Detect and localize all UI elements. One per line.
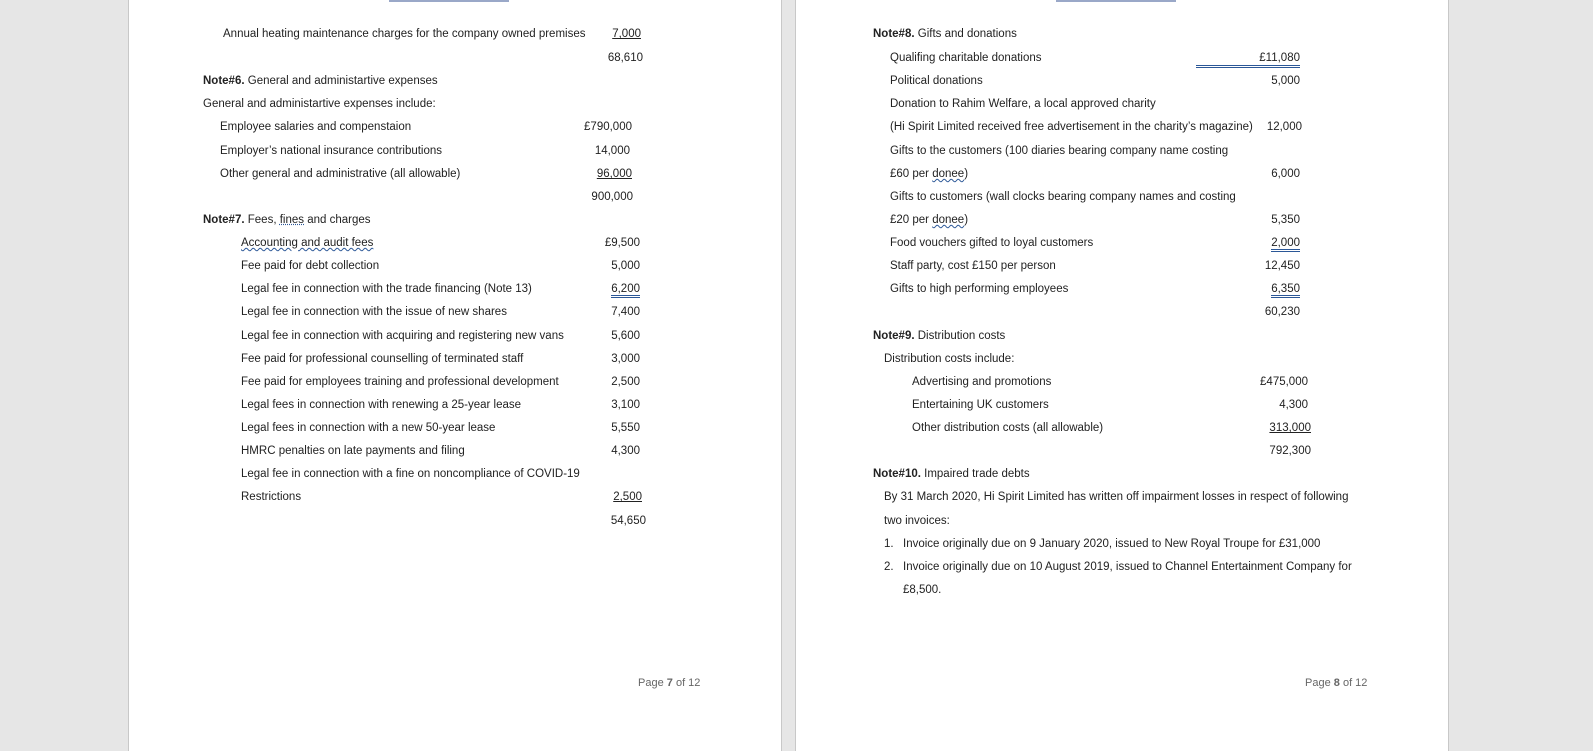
list-marker: 1.	[884, 538, 894, 550]
note8-row-label: Political donations	[890, 75, 983, 87]
note7-total: 54,650	[610, 515, 646, 527]
note10-intro: By 31 March 2020, Hi Spirit Limited has written off impairment losses in respect of following	[884, 491, 1349, 503]
note6-row-value: 96,000	[596, 168, 632, 180]
note7-row-value: 3,100	[611, 399, 640, 411]
note9-total: 792,300	[1269, 445, 1311, 457]
note7-row-label: Fee paid for debt collection	[241, 260, 380, 272]
note7-row-value: 2,500	[613, 491, 642, 503]
note8-row-value: 2,000	[1216, 236, 1300, 250]
note7-heading: Note#7. Fees, fines and charges	[203, 214, 371, 226]
note8-row-label: Gifts to customers (wall clocks bearing company names and costing	[890, 191, 1236, 203]
note8-row-label: Gifts to high performing employees	[890, 283, 1069, 295]
heating-row-value: 7,000	[612, 28, 641, 40]
note7-row-value: £9,500	[604, 237, 640, 249]
list-item-cont: £8,500.	[903, 584, 942, 596]
note8-row-label: (Hi Spirit Limited received free advertisement in the charity’s magazine)	[890, 121, 1253, 133]
note8-row-label: £60 per donee)	[890, 168, 969, 180]
note6-intro: General and administartive expenses include:	[203, 98, 436, 110]
note7-row-label: HMRC penalties on late payments and filing	[241, 445, 465, 457]
note7-row-label: Legal fee in connection with a fine on noncompliance of COVID-19	[241, 468, 580, 480]
note7-row-value: 5,600	[611, 330, 640, 342]
note9-row-label: Advertising and promotions	[912, 376, 1052, 388]
note6-heading: Note#6. General and administartive expenses	[203, 75, 438, 87]
heating-row-label: Annual heating maintenance charges for the company owned premises	[223, 28, 586, 40]
note6-row-label: Employer’s national insurance contributions	[220, 145, 443, 157]
note7-row-value: 5,550	[611, 422, 640, 434]
note7-row-label: Legal fees in connection with renewing a 25-year lease	[241, 399, 522, 411]
note7-row-value: 4,300	[611, 445, 640, 457]
note6-row-label: Other general and administrative (all allowable)	[220, 168, 461, 180]
note9-row-value: 4,300	[1279, 399, 1308, 411]
note8-row-label: Qualifing charitable donations	[890, 52, 1042, 64]
header-remnant	[389, 0, 509, 2]
note7-row-value: 7,400	[611, 306, 640, 318]
note7-row-label: Legal fee in connection with the issue of new shares	[241, 306, 507, 318]
note8-row-label: £20 per donee)	[890, 214, 969, 226]
note9-heading: Note#9. Distribution costs	[873, 330, 1006, 342]
page-number-footer: Page 7 of 12	[638, 677, 701, 689]
note9-row-label: Other distribution costs (all allowable)	[912, 422, 1104, 434]
note8-row-value: 6,350	[1216, 282, 1300, 296]
note7-row-label: Fee paid for employees training and professional development	[241, 376, 559, 388]
header-remnant	[1056, 0, 1176, 2]
note6-row-value: 14,000	[594, 145, 630, 157]
note8-row-label: Food vouchers gifted to loyal customers	[890, 237, 1094, 249]
note9-row-value: £475,000	[1260, 376, 1308, 388]
note9-intro: Distribution costs include:	[884, 353, 1015, 365]
note7-row-label: Legal fee in connection with acquiring and registering new vans	[241, 330, 564, 342]
note10-heading: Note#10. Impaired trade debts	[873, 468, 1030, 480]
note8-row-value: 12,450	[1264, 260, 1300, 272]
note8-heading: Note#8. Gifts and donations	[873, 28, 1017, 40]
note7-row-value: 3,000	[611, 353, 640, 365]
note8-row-value: £11,080	[1196, 51, 1300, 68]
note8-row-label: Donation to Rahim Welfare, a local approved charity	[890, 98, 1156, 110]
note6-row-label: Employee salaries and compenstaion	[220, 121, 412, 133]
note8-row-label: Staff party, cost £150 per person	[890, 260, 1056, 272]
page-number-footer: Page 8 of 12	[1305, 677, 1368, 689]
note10-intro-cont: two invoices:	[884, 515, 950, 527]
note9-row-value: 313,000	[1269, 422, 1311, 434]
note7-row-label: Legal fee in connection with the trade financing (Note 13)	[241, 283, 532, 295]
note8-row-value: 5,350	[1271, 214, 1300, 226]
list-marker: 2.	[884, 561, 894, 573]
note8-total: 60,230	[1264, 306, 1300, 318]
note7-row-label: Restrictions	[241, 491, 302, 503]
note6-row-value: £790,000	[584, 121, 632, 133]
note8-row-label: Gifts to the customers (100 diaries bearing company name costing	[890, 145, 1229, 157]
note7-row-value: 6,200	[569, 282, 640, 296]
note9-row-label: Entertaining UK customers	[912, 399, 1049, 411]
document-page-8	[795, 0, 1449, 751]
note7-row-value: 5,000	[611, 260, 640, 272]
list-item: Invoice originally due on 9 January 2020, issued to New Royal Troupe for £31,000	[903, 538, 1321, 550]
note8-row-value: 6,000	[1271, 168, 1300, 180]
note7-row-label: Accounting and audit fees	[241, 237, 374, 249]
note7-row-label: Legal fees in connection with a new 50-year lease	[241, 422, 496, 434]
list-item: Invoice originally due on 10 August 2019, issued to Channel Entertainment Company for	[903, 561, 1352, 573]
note8-row-value: 12,000	[1266, 121, 1302, 133]
note8-row-value: 5,000	[1271, 75, 1300, 87]
note6-total: 900,000	[591, 191, 633, 203]
note7-row-value: 2,500	[611, 376, 640, 388]
document-page-7	[128, 0, 782, 751]
note7-row-label: Fee paid for professional counselling of terminated staff	[241, 353, 524, 365]
note5-total: 68,610	[607, 52, 643, 64]
